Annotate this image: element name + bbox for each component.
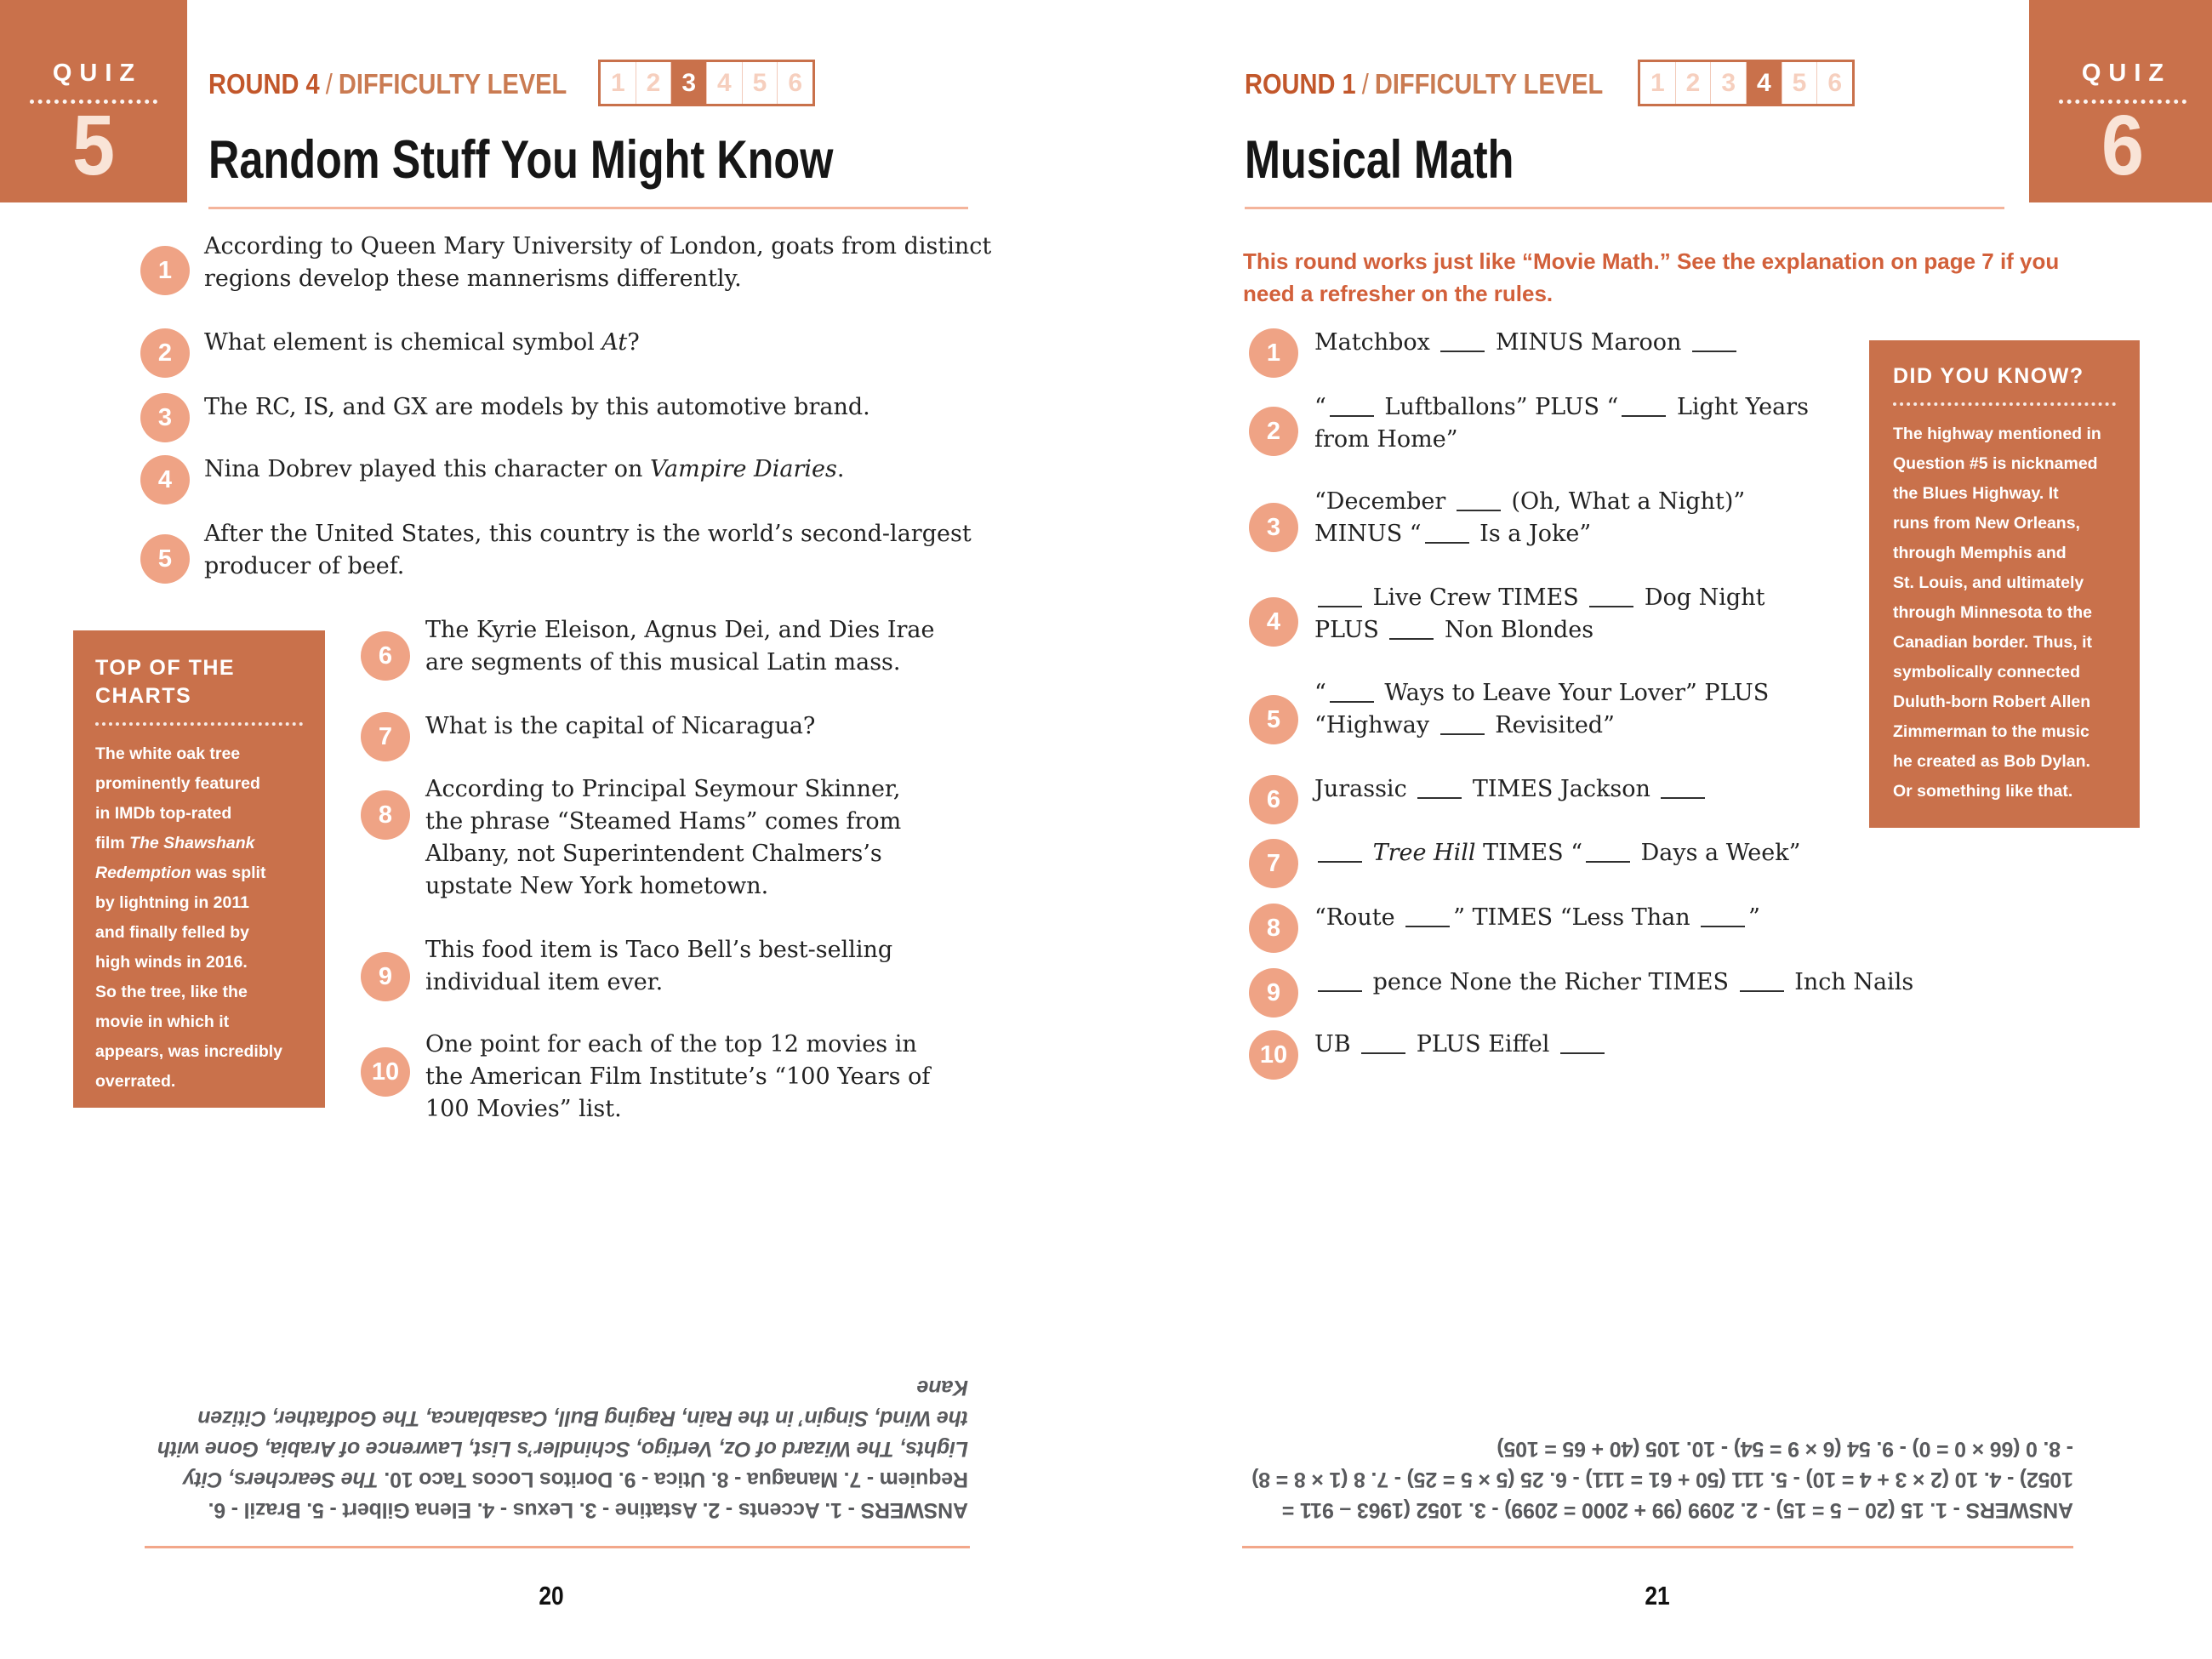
italic-text: Redemption — [95, 864, 191, 882]
answers-divider — [145, 1546, 970, 1548]
question-text: The Kyrie Eleison, Agnus Dei, and Dies Irae are segments of this musical Latin mass. — [425, 617, 935, 676]
question-text: What is the capital of Nicaragua? — [425, 713, 816, 739]
page-title: Random Stuff You Might Know — [208, 130, 834, 190]
question-text: “ Luftballons” PLUS “ Light Years from Home” — [1314, 394, 1809, 453]
round-difficulty-header — [1245, 68, 1603, 100]
answers-divider — [1242, 1546, 2073, 1548]
question-text: “December (Oh, What a Night)” MINUS “ Is a Joke” — [1314, 488, 1746, 547]
question-number-badge: 1 — [140, 246, 190, 295]
blank-line — [1560, 1048, 1605, 1054]
question-text: Matchbox MINUS Maroon — [1314, 327, 1740, 359]
question-text: “ Ways to Leave Your Lover” PLUS “Highway Revisited” — [1314, 680, 1770, 738]
quiz-label: QUIZ — [2081, 60, 2172, 87]
difficulty-cell: 6 — [777, 62, 812, 104]
quiz-tab — [2029, 0, 2212, 202]
quiz-number: 6 — [2101, 98, 2145, 193]
panel-title: TOP OF THE CHARTS — [95, 656, 236, 708]
answers-block — [1244, 1434, 2073, 1525]
header-rule — [1245, 207, 2004, 209]
difficulty-cell-selected: 3 — [670, 62, 706, 104]
answers-text: ANSWERS - 1. 15 (20 – 5 = 15) - 2. 2099 (99 + 2000 = 2099) - 3. 1052 (1963 – 911 = 1052) - 4. 10 (2 × 3 + 4 = 10) - 5. 111 (50 + 61 = 111) - 6. 25 (5 × 5 = 25) - 7. 8 (1 × 8 = 8) - 8. 0 (66 × 0 = 0) - 9. 54 (6 × 9 = 54) - 10. 105 (40 + 65 = 105) — [1251, 1437, 2073, 1522]
question-number-badge: 5 — [140, 534, 190, 584]
question-text: Nina Dobrev played this character on Vampire Diaries. — [204, 456, 845, 482]
difficulty-label: DIFFICULTY LEVEL — [1374, 68, 1604, 100]
question-number-badge: 4 — [1249, 597, 1298, 647]
did-you-know-panel — [1869, 340, 2140, 828]
question-number-badge: 9 — [361, 952, 410, 1001]
blank-line — [1701, 921, 1745, 927]
blank-line — [1440, 729, 1485, 735]
round-label: ROUND 1 — [1245, 68, 1356, 100]
question-number-badge: 7 — [1249, 839, 1298, 888]
blank-line — [1405, 921, 1450, 927]
panel-divider — [1893, 402, 2116, 406]
blank-line — [1318, 857, 1362, 863]
question-number-badge: 9 — [1249, 968, 1298, 1018]
question-text: “Route ” TIMES “Less Than ” — [1314, 904, 1760, 931]
blank-line — [1389, 634, 1434, 640]
difficulty-cell: 2 — [1675, 62, 1711, 104]
difficulty-cell: 6 — [1816, 62, 1852, 104]
question-number-badge: 7 — [361, 712, 410, 761]
difficulty-cell: 4 — [706, 62, 742, 104]
question-text: One point for each of the top 12 movies in the American Film Institute’s “100 Years of 100 Movies” list. — [425, 1031, 931, 1122]
question-number-badge: 1 — [1249, 328, 1298, 378]
blank-line — [1457, 505, 1501, 511]
question-text: What element is chemical symbol At? — [204, 329, 640, 356]
answers-movie-titles: The Searchers, City Lights, The Wizard of Oz, Vertigo, Schindler’s List, Lawrence of Arabia, Gone with the Wind, Singin’ in the Rain, Raging Bull, Casablanca, The Godfather, Citizen Kane — [157, 1376, 968, 1491]
difficulty-cell: 5 — [1782, 62, 1817, 104]
panel-body: The highway mentioned in Question #5 is nicknamed the Blues Highway. It runs from New Orleans, through Memphis and St. Louis, and ultimately through Minnesota to the Canadian border. Thus, it symbolically connected Duluth-born Robert Allen Zimmerman to the music he created as Bob Dylan. Or something like that. — [1893, 425, 2101, 801]
blank-line — [1361, 1048, 1405, 1054]
question-text: After the United States, this country is the world’s second-largest producer of beef. — [204, 521, 972, 579]
top-of-charts-panel — [73, 630, 325, 1108]
blank-line — [1318, 986, 1362, 992]
quiz-number: 5 — [71, 98, 116, 193]
question-number-badge: 8 — [361, 790, 410, 840]
question-number-badge: 2 — [1249, 407, 1298, 456]
panel-title: DID YOU KNOW? — [1893, 364, 2084, 388]
panel-divider — [95, 722, 303, 726]
blank-line — [1692, 346, 1736, 352]
question-number-badge: 10 — [1249, 1030, 1298, 1080]
question-text: According to Principal Seymour Skinner, the phrase “Steamed Hams” comes from Albany, not Superintendent Chalmers’s upstate New York hometown. — [425, 776, 902, 899]
round-label: ROUND 4 — [208, 68, 320, 100]
question-number-badge: 10 — [361, 1047, 410, 1097]
question-number-badge: 4 — [140, 455, 190, 505]
answers-block — [145, 1372, 968, 1525]
blank-line — [1318, 601, 1362, 607]
difficulty-label: DIFFICULTY LEVEL — [338, 68, 567, 100]
italic-text: Tree Hill — [1372, 840, 1476, 866]
question-text: pence None the Richer TIMES Inch Nails — [1314, 966, 1913, 999]
question-text: Live Crew TIMES Dog Night PLUS Non Blondes — [1314, 584, 1765, 643]
blank-line — [1330, 411, 1374, 417]
question-number-badge: 3 — [1249, 503, 1298, 552]
italic-text: At — [601, 329, 628, 356]
question-text: Jurassic TIMES Jackson — [1314, 773, 1708, 806]
question-number-badge: 6 — [361, 631, 410, 681]
panel-body: The white oak tree prominently featured in IMDb top-rated film The Shawshank Redemption was split by lightning in 2011 and finally felled by high winds in 2016. So the tree, like the movie in which it appears, was incredibly overrated. — [95, 744, 283, 1091]
difficulty-cell: 5 — [742, 62, 778, 104]
page-number: 20 — [539, 1581, 564, 1611]
question-number-badge: 5 — [1249, 695, 1298, 744]
blank-line — [1622, 411, 1666, 417]
intro-text: This round works just like “Movie Math.” See the explanation on page 7 if you need a refresher on the rules. — [1243, 248, 2060, 306]
header-rule — [208, 207, 968, 209]
italic-text: Vampire Diaries — [649, 456, 837, 482]
blank-line — [1425, 538, 1469, 544]
question-number-badge: 8 — [1249, 904, 1298, 953]
question-number-badge: 6 — [1249, 775, 1298, 824]
blank-line — [1417, 793, 1462, 799]
quiz-label: QUIZ — [52, 60, 143, 87]
separator-slash: / — [325, 68, 333, 100]
question-number-badge: 2 — [140, 328, 190, 378]
question-number-badge: 3 — [140, 393, 190, 442]
difficulty-cell-selected: 4 — [1746, 62, 1782, 104]
difficulty-cell: 1 — [1650, 68, 1665, 97]
question-text: According to Queen Mary University of London, goats from distinct regions develop these mannerisms differently. — [204, 233, 992, 292]
blank-line — [1440, 346, 1485, 352]
blank-line — [1740, 986, 1784, 992]
blank-line — [1586, 857, 1630, 863]
blank-line — [1661, 793, 1705, 799]
answers-text: ANSWERS - 1. Accents - 2. Astatine - 3. Lexus - 4. Elena Gilbert - 5. Brazil - 6. Requiem - 7. Managua - 8. Utica - 9. Doritos Locos Taco 10. — [208, 1468, 968, 1522]
round-difficulty-header — [208, 68, 567, 100]
question-text: This food item is Taco Bell’s best-selling individual item ever. — [425, 937, 893, 995]
difficulty-grid — [1638, 60, 1855, 106]
question-text: The RC, IS, and GX are models by this automotive brand. — [204, 394, 870, 420]
blank-line — [1589, 601, 1633, 607]
separator-slash: / — [1361, 68, 1369, 100]
difficulty-cell: 2 — [636, 62, 671, 104]
page-title: Musical Math — [1245, 130, 1514, 190]
difficulty-cell: 1 — [610, 68, 625, 97]
blank-line — [1330, 697, 1374, 703]
quiz-tab — [0, 0, 187, 202]
difficulty-cell: 3 — [1710, 62, 1746, 104]
difficulty-grid — [598, 60, 815, 106]
question-text: UB PLUS Eiffel — [1314, 1029, 1608, 1061]
question-text: Tree Hill TIMES “ Days a Week” — [1314, 837, 1800, 869]
italic-text: The Shawshank — [129, 834, 255, 852]
page-number: 21 — [1645, 1581, 1670, 1611]
